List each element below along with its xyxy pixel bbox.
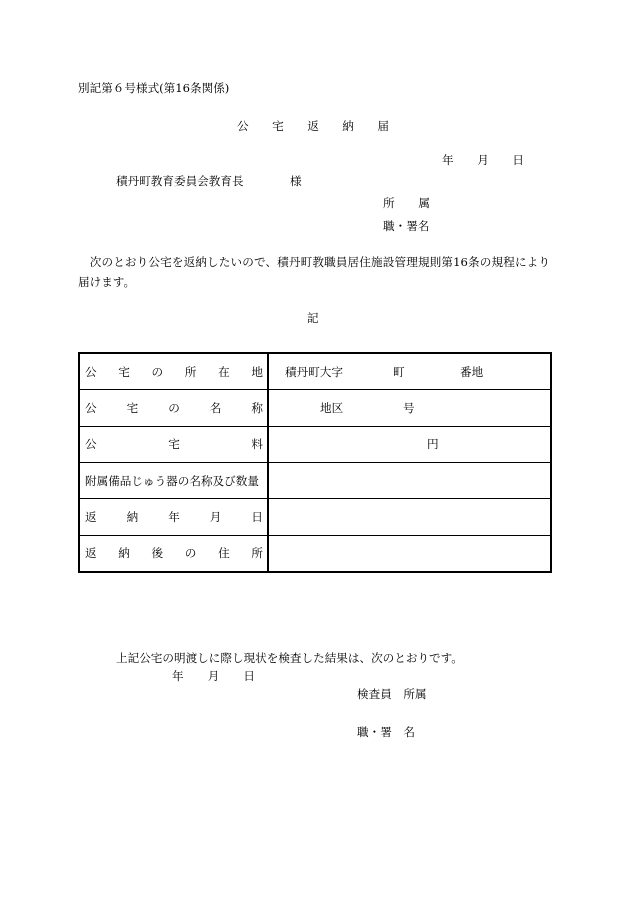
housing-fee-yen: 円 <box>427 437 439 452</box>
table-row-name <box>80 389 550 425</box>
addressee: 積丹町教育委員会教育長 <box>116 174 244 188</box>
spread-char: 返 <box>85 509 97 524</box>
inspector-affiliation-label: 検査員 所属 <box>357 687 427 701</box>
spread-char: 納 <box>126 509 139 524</box>
spread-char: の <box>168 400 180 415</box>
spread-char: 返 <box>307 119 319 133</box>
spread-char: 日 <box>512 153 524 167</box>
row-label-cell <box>80 499 269 534</box>
body-paragraph: 次のとおり公宅を返納したいので、積丹町教職員居住施設管理規則第16条の規程により届けます。 <box>78 255 550 289</box>
spread-char: 届 <box>377 119 389 133</box>
submission-date <box>442 153 524 167</box>
spread-char: 納 <box>342 119 354 133</box>
row-label-cell <box>80 463 269 498</box>
row-label-cell <box>80 536 269 571</box>
spread-char: 後 <box>151 546 164 561</box>
spread-char: 宅 <box>168 437 180 452</box>
spread-char: 月 <box>477 153 489 167</box>
table-row-return-date <box>80 498 550 534</box>
return-date-label <box>85 510 263 524</box>
table-row-fee <box>80 426 550 462</box>
housing-name-label <box>85 401 263 415</box>
housing-name-value-cell <box>269 390 550 425</box>
inspection-statement: 上記公宅の明渡しに際し現状を検査した結果は、次のとおりです。 <box>116 651 463 665</box>
spread-char: 称 <box>251 400 263 415</box>
table-row-new-address <box>80 535 550 571</box>
spread-char: 公 <box>85 364 97 379</box>
location-value-cell <box>269 354 550 389</box>
note-heading: 記 <box>307 311 319 325</box>
spread-char: 年 <box>172 669 184 683</box>
spread-char: 日 <box>243 669 255 683</box>
spread-char: の <box>151 364 164 379</box>
location-label <box>85 365 263 379</box>
return-details-table <box>78 352 552 573</box>
table-row-location <box>80 354 550 389</box>
spread-char: 公 <box>85 437 97 452</box>
spread-char: 地 <box>251 364 263 379</box>
housing-name-district: 地区 <box>320 400 344 415</box>
new-address-value-cell <box>269 536 550 571</box>
fixtures-label: 附属備品じゅう器の名称及び数量 <box>85 473 259 488</box>
spread-char: 在 <box>218 364 230 379</box>
spread-char: 所 <box>251 546 263 561</box>
spread-char: 所 <box>184 364 197 379</box>
housing-name-number: 号 <box>403 400 415 415</box>
spread-char: 月 <box>209 509 222 524</box>
spread-char: 料 <box>251 437 263 452</box>
spread-char: 年 <box>442 153 454 167</box>
spread-char: の <box>184 546 197 561</box>
table-row-fixtures <box>80 462 550 498</box>
inspection-date <box>172 669 255 683</box>
inspector-name-label: 職・署 名 <box>357 725 415 739</box>
spread-char: 所 <box>383 196 395 210</box>
spread-char: 返 <box>85 546 97 561</box>
spread-char: 公 <box>85 400 97 415</box>
row-label-cell <box>80 427 269 462</box>
spread-char: 宅 <box>272 119 284 133</box>
spread-char: 月 <box>207 669 220 683</box>
location-value-town: 町 <box>393 364 405 379</box>
form-reference: 別記第６号様式(第16条関係) <box>78 81 230 95</box>
spread-char: 年 <box>168 509 180 524</box>
row-label-cell <box>80 354 269 389</box>
spread-char: 住 <box>218 546 230 561</box>
spread-char: 公 <box>237 119 249 133</box>
row-label-cell <box>80 390 269 425</box>
location-value-lot: 番地 <box>460 364 484 379</box>
spread-char: 属 <box>418 196 430 210</box>
spread-char: 納 <box>118 546 130 561</box>
spread-char: 日 <box>251 509 263 524</box>
spread-char: 名 <box>209 400 222 415</box>
housing-fee-value-cell <box>269 427 550 462</box>
honorific: 様 <box>290 174 302 188</box>
fixtures-value-cell <box>269 463 550 498</box>
spread-char: 宅 <box>126 400 139 415</box>
new-address-label <box>85 546 263 560</box>
applicant-affiliation-label <box>383 196 430 210</box>
housing-fee-label <box>85 437 263 451</box>
return-date-value-cell <box>269 499 550 534</box>
spread-char: 宅 <box>118 364 130 379</box>
location-value-village: 積丹町大字 <box>285 364 343 379</box>
applicant-name-label: 職・署名 <box>383 219 430 233</box>
document-title <box>237 119 389 133</box>
